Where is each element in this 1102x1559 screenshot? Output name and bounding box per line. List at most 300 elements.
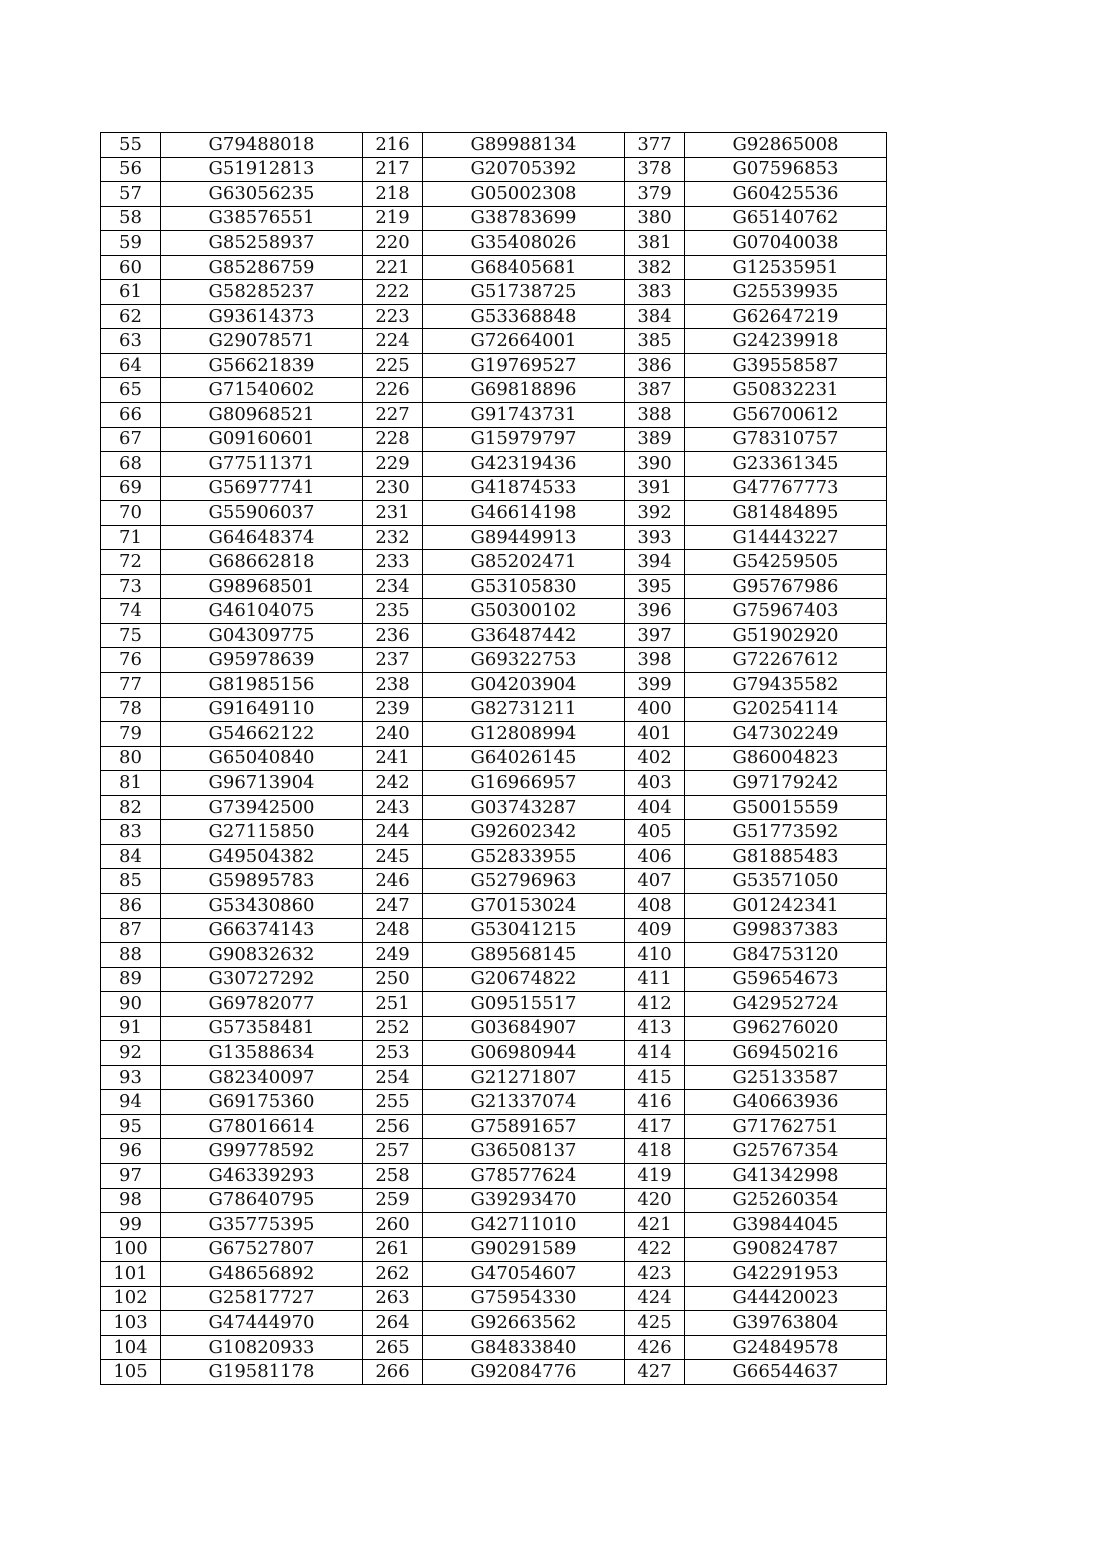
code-cell: G20674822 — [423, 967, 625, 992]
code-cell: G64026145 — [423, 746, 625, 771]
row-number-cell: 251 — [363, 992, 423, 1017]
row-number-cell: 105 — [101, 1360, 161, 1385]
row-number-cell: 219 — [363, 206, 423, 231]
code-cell: G41342998 — [685, 1163, 887, 1188]
row-number-cell: 400 — [625, 697, 685, 722]
table-row — [101, 1286, 887, 1311]
row-number-cell: 75 — [101, 623, 161, 648]
code-cell: G63056235 — [161, 182, 363, 207]
code-cell: G84833840 — [423, 1335, 625, 1360]
code-cell: G41874533 — [423, 476, 625, 501]
table-row — [101, 1065, 887, 1090]
code-cell: G81885483 — [685, 844, 887, 869]
code-cell: G58285237 — [161, 280, 363, 305]
row-number-cell: 410 — [625, 943, 685, 968]
row-number-cell: 61 — [101, 280, 161, 305]
row-number-cell: 425 — [625, 1311, 685, 1336]
code-cell: G49504382 — [161, 844, 363, 869]
code-cell: G86004823 — [685, 746, 887, 771]
row-number-cell: 88 — [101, 943, 161, 968]
code-cell: G06980944 — [423, 1041, 625, 1066]
code-cell: G53430860 — [161, 893, 363, 918]
code-cell: G77511371 — [161, 452, 363, 477]
row-number-cell: 87 — [101, 918, 161, 943]
row-number-cell: 240 — [363, 722, 423, 747]
row-number-cell: 82 — [101, 795, 161, 820]
row-number-cell: 263 — [363, 1286, 423, 1311]
code-cell: G04309775 — [161, 623, 363, 648]
code-cell: G79488018 — [161, 133, 363, 158]
code-cell: G42291953 — [685, 1262, 887, 1287]
row-number-cell: 70 — [101, 501, 161, 526]
code-cell: G70153024 — [423, 893, 625, 918]
row-number-cell: 99 — [101, 1213, 161, 1238]
table-row — [101, 918, 887, 943]
code-cell: G95978639 — [161, 648, 363, 673]
code-cell: G47054607 — [423, 1262, 625, 1287]
row-number-cell: 389 — [625, 427, 685, 452]
row-number-cell: 422 — [625, 1237, 685, 1262]
code-cell: G96713904 — [161, 771, 363, 796]
code-cell: G56700612 — [685, 403, 887, 428]
code-cell: G92602342 — [423, 820, 625, 845]
row-number-cell: 424 — [625, 1286, 685, 1311]
code-cell: G24849578 — [685, 1335, 887, 1360]
code-cell: G85202471 — [423, 550, 625, 575]
row-number-cell: 92 — [101, 1041, 161, 1066]
code-cell: G07596853 — [685, 157, 887, 182]
table-row — [101, 869, 887, 894]
code-cell: G90832632 — [161, 943, 363, 968]
table-row — [101, 1237, 887, 1262]
code-cell: G23361345 — [685, 452, 887, 477]
row-number-cell: 399 — [625, 673, 685, 698]
table-row — [101, 427, 887, 452]
code-cell: G25817727 — [161, 1286, 363, 1311]
code-cell: G53105830 — [423, 574, 625, 599]
code-cell: G69782077 — [161, 992, 363, 1017]
code-cell: G19581178 — [161, 1360, 363, 1385]
table-row — [101, 182, 887, 207]
row-number-cell: 237 — [363, 648, 423, 673]
table-row — [101, 329, 887, 354]
row-number-cell: 77 — [101, 673, 161, 698]
table-row — [101, 844, 887, 869]
row-number-cell: 423 — [625, 1262, 685, 1287]
row-number-cell: 247 — [363, 893, 423, 918]
row-number-cell: 256 — [363, 1114, 423, 1139]
code-cell: G47767773 — [685, 476, 887, 501]
row-number-cell: 222 — [363, 280, 423, 305]
row-number-cell: 57 — [101, 182, 161, 207]
code-cell: G78310757 — [685, 427, 887, 452]
row-number-cell: 79 — [101, 722, 161, 747]
code-cell: G09160601 — [161, 427, 363, 452]
code-cell: G71540602 — [161, 378, 363, 403]
row-number-cell: 396 — [625, 599, 685, 624]
code-cell: G46339293 — [161, 1163, 363, 1188]
row-number-cell: 60 — [101, 255, 161, 280]
row-number-cell: 406 — [625, 844, 685, 869]
code-cell: G99778592 — [161, 1139, 363, 1164]
table-row — [101, 157, 887, 182]
row-number-cell: 218 — [363, 182, 423, 207]
code-cell: G39763804 — [685, 1311, 887, 1336]
code-cell: G52833955 — [423, 844, 625, 869]
row-number-cell: 378 — [625, 157, 685, 182]
code-cell: G72664001 — [423, 329, 625, 354]
code-cell: G96276020 — [685, 1016, 887, 1041]
row-number-cell: 257 — [363, 1139, 423, 1164]
code-cell: G39558587 — [685, 353, 887, 378]
code-cell: G69818896 — [423, 378, 625, 403]
code-cell: G51912813 — [161, 157, 363, 182]
table-row — [101, 1213, 887, 1238]
row-number-cell: 255 — [363, 1090, 423, 1115]
code-cell: G65140762 — [685, 206, 887, 231]
row-number-cell: 262 — [363, 1262, 423, 1287]
row-number-cell: 384 — [625, 304, 685, 329]
row-number-cell: 226 — [363, 378, 423, 403]
row-number-cell: 242 — [363, 771, 423, 796]
table-row — [101, 1114, 887, 1139]
code-cell: G53368848 — [423, 304, 625, 329]
row-number-cell: 403 — [625, 771, 685, 796]
table-row — [101, 133, 887, 158]
code-cell: G78016614 — [161, 1114, 363, 1139]
table-row — [101, 967, 887, 992]
row-number-cell: 224 — [363, 329, 423, 354]
code-cell: G21271807 — [423, 1065, 625, 1090]
code-cell: G25539935 — [685, 280, 887, 305]
code-cell: G99837383 — [685, 918, 887, 943]
row-number-cell: 233 — [363, 550, 423, 575]
code-cell: G36508137 — [423, 1139, 625, 1164]
row-number-cell: 402 — [625, 746, 685, 771]
code-cell: G42319436 — [423, 452, 625, 477]
table-row — [101, 1262, 887, 1287]
row-number-cell: 264 — [363, 1311, 423, 1336]
row-number-cell: 71 — [101, 525, 161, 550]
code-cell: G69450216 — [685, 1041, 887, 1066]
row-number-cell: 94 — [101, 1090, 161, 1115]
row-number-cell: 409 — [625, 918, 685, 943]
code-cell: G59654673 — [685, 967, 887, 992]
row-number-cell: 103 — [101, 1311, 161, 1336]
row-number-cell: 227 — [363, 403, 423, 428]
table-row — [101, 452, 887, 477]
table-row — [101, 623, 887, 648]
code-cell: G55906037 — [161, 501, 363, 526]
row-number-cell: 408 — [625, 893, 685, 918]
row-number-cell: 91 — [101, 1016, 161, 1041]
code-cell: G78577624 — [423, 1163, 625, 1188]
row-number-cell: 245 — [363, 844, 423, 869]
row-number-cell: 67 — [101, 427, 161, 452]
table-row — [101, 304, 887, 329]
code-cell: G54259505 — [685, 550, 887, 575]
row-number-cell: 393 — [625, 525, 685, 550]
table-body — [101, 133, 887, 1385]
code-cell: G53571050 — [685, 869, 887, 894]
row-number-cell: 397 — [625, 623, 685, 648]
row-number-cell: 72 — [101, 550, 161, 575]
code-cell: G03684907 — [423, 1016, 625, 1041]
table-row — [101, 525, 887, 550]
row-number-cell: 97 — [101, 1163, 161, 1188]
code-cell: G47444970 — [161, 1311, 363, 1336]
row-number-cell: 58 — [101, 206, 161, 231]
code-cell: G89988134 — [423, 133, 625, 158]
code-cell: G52796963 — [423, 869, 625, 894]
row-number-cell: 420 — [625, 1188, 685, 1213]
table-row — [101, 673, 887, 698]
code-cell: G50015559 — [685, 795, 887, 820]
code-cell: G67527807 — [161, 1237, 363, 1262]
table-row — [101, 574, 887, 599]
row-number-cell: 68 — [101, 452, 161, 477]
row-number-cell: 80 — [101, 746, 161, 771]
code-cell: G19769527 — [423, 353, 625, 378]
row-number-cell: 85 — [101, 869, 161, 894]
row-number-cell: 390 — [625, 452, 685, 477]
code-cell: G51773592 — [685, 820, 887, 845]
code-cell: G91649110 — [161, 697, 363, 722]
table-row — [101, 1041, 887, 1066]
code-cell: G90291589 — [423, 1237, 625, 1262]
code-cell: G65040840 — [161, 746, 363, 771]
row-number-cell: 56 — [101, 157, 161, 182]
row-number-cell: 416 — [625, 1090, 685, 1115]
code-cell: G35775395 — [161, 1213, 363, 1238]
table-row — [101, 992, 887, 1017]
code-cell: G30727292 — [161, 967, 363, 992]
row-number-cell: 385 — [625, 329, 685, 354]
row-number-cell: 387 — [625, 378, 685, 403]
table-row — [101, 1335, 887, 1360]
row-number-cell: 265 — [363, 1335, 423, 1360]
table-row — [101, 820, 887, 845]
code-cell: G57358481 — [161, 1016, 363, 1041]
row-number-cell: 254 — [363, 1065, 423, 1090]
code-cell: G73942500 — [161, 795, 363, 820]
code-cell: G93614373 — [161, 304, 363, 329]
row-number-cell: 74 — [101, 599, 161, 624]
row-number-cell: 421 — [625, 1213, 685, 1238]
table-row — [101, 1360, 887, 1385]
row-number-cell: 394 — [625, 550, 685, 575]
code-cell: G13588634 — [161, 1041, 363, 1066]
row-number-cell: 81 — [101, 771, 161, 796]
code-cell: G75954330 — [423, 1286, 625, 1311]
row-number-cell: 216 — [363, 133, 423, 158]
code-cell: G50832231 — [685, 378, 887, 403]
code-cell: G24239918 — [685, 329, 887, 354]
row-number-cell: 415 — [625, 1065, 685, 1090]
row-number-cell: 379 — [625, 182, 685, 207]
row-number-cell: 89 — [101, 967, 161, 992]
table-row — [101, 722, 887, 747]
code-cell: G81484895 — [685, 501, 887, 526]
table-row — [101, 697, 887, 722]
code-cell: G25767354 — [685, 1139, 887, 1164]
code-cell: G98968501 — [161, 574, 363, 599]
row-number-cell: 220 — [363, 231, 423, 256]
row-number-cell: 236 — [363, 623, 423, 648]
row-number-cell: 258 — [363, 1163, 423, 1188]
row-number-cell: 259 — [363, 1188, 423, 1213]
row-number-cell: 235 — [363, 599, 423, 624]
code-cell: G51738725 — [423, 280, 625, 305]
code-cell: G07040038 — [685, 231, 887, 256]
code-cell: G85286759 — [161, 255, 363, 280]
code-cell: G46104075 — [161, 599, 363, 624]
code-cell: G16966957 — [423, 771, 625, 796]
row-number-cell: 427 — [625, 1360, 685, 1385]
code-cell: G92663562 — [423, 1311, 625, 1336]
code-cell: G03743287 — [423, 795, 625, 820]
code-cell: G89449913 — [423, 525, 625, 550]
code-cell: G56621839 — [161, 353, 363, 378]
row-number-cell: 104 — [101, 1335, 161, 1360]
row-number-cell: 377 — [625, 133, 685, 158]
table-row — [101, 771, 887, 796]
row-number-cell: 246 — [363, 869, 423, 894]
code-cell: G66374143 — [161, 918, 363, 943]
code-cell: G66544637 — [685, 1360, 887, 1385]
row-number-cell: 83 — [101, 820, 161, 845]
code-cell: G89568145 — [423, 943, 625, 968]
row-number-cell: 230 — [363, 476, 423, 501]
table-row — [101, 280, 887, 305]
row-number-cell: 380 — [625, 206, 685, 231]
code-cell: G01242341 — [685, 893, 887, 918]
code-cell: G42711010 — [423, 1213, 625, 1238]
row-number-cell: 86 — [101, 893, 161, 918]
row-number-cell: 244 — [363, 820, 423, 845]
row-number-cell: 401 — [625, 722, 685, 747]
code-cell: G80968521 — [161, 403, 363, 428]
row-number-cell: 404 — [625, 795, 685, 820]
row-number-cell: 398 — [625, 648, 685, 673]
code-cell: G35408026 — [423, 231, 625, 256]
code-cell: G21337074 — [423, 1090, 625, 1115]
code-cell: G20254114 — [685, 697, 887, 722]
code-cell: G53041215 — [423, 918, 625, 943]
code-cell: G14443227 — [685, 525, 887, 550]
code-cell: G20705392 — [423, 157, 625, 182]
code-cell: G82731211 — [423, 697, 625, 722]
table-row — [101, 943, 887, 968]
row-number-cell: 260 — [363, 1213, 423, 1238]
row-number-cell: 100 — [101, 1237, 161, 1262]
table-row — [101, 648, 887, 673]
row-number-cell: 238 — [363, 673, 423, 698]
row-number-cell: 73 — [101, 574, 161, 599]
row-number-cell: 221 — [363, 255, 423, 280]
code-cell: G78640795 — [161, 1188, 363, 1213]
code-cell: G68405681 — [423, 255, 625, 280]
code-cell: G25260354 — [685, 1188, 887, 1213]
code-cell: G05002308 — [423, 182, 625, 207]
row-number-cell: 405 — [625, 820, 685, 845]
row-number-cell: 418 — [625, 1139, 685, 1164]
code-cell: G62647219 — [685, 304, 887, 329]
row-number-cell: 63 — [101, 329, 161, 354]
row-number-cell: 93 — [101, 1065, 161, 1090]
row-number-cell: 253 — [363, 1041, 423, 1066]
row-number-cell: 65 — [101, 378, 161, 403]
table-row — [101, 893, 887, 918]
row-number-cell: 413 — [625, 1016, 685, 1041]
code-cell: G39293470 — [423, 1188, 625, 1213]
row-number-cell: 388 — [625, 403, 685, 428]
row-number-cell: 407 — [625, 869, 685, 894]
code-cell: G44420023 — [685, 1286, 887, 1311]
row-number-cell: 223 — [363, 304, 423, 329]
table-row — [101, 206, 887, 231]
row-number-cell: 411 — [625, 967, 685, 992]
code-cell: G71762751 — [685, 1114, 887, 1139]
row-number-cell: 101 — [101, 1262, 161, 1287]
row-number-cell: 392 — [625, 501, 685, 526]
row-number-cell: 55 — [101, 133, 161, 158]
table-row — [101, 1311, 887, 1336]
code-cell: G81985156 — [161, 673, 363, 698]
table-row — [101, 353, 887, 378]
table-row — [101, 255, 887, 280]
row-number-cell: 261 — [363, 1237, 423, 1262]
code-cell: G48656892 — [161, 1262, 363, 1287]
row-number-cell: 382 — [625, 255, 685, 280]
row-number-cell: 90 — [101, 992, 161, 1017]
row-number-cell: 419 — [625, 1163, 685, 1188]
code-cell: G75891657 — [423, 1114, 625, 1139]
row-number-cell: 412 — [625, 992, 685, 1017]
table-row — [101, 795, 887, 820]
code-cell: G92865008 — [685, 133, 887, 158]
row-number-cell: 417 — [625, 1114, 685, 1139]
table-row — [101, 746, 887, 771]
row-number-cell: 239 — [363, 697, 423, 722]
code-cell: G82340097 — [161, 1065, 363, 1090]
code-cell: G59895783 — [161, 869, 363, 894]
code-cell: G27115850 — [161, 820, 363, 845]
row-number-cell: 241 — [363, 746, 423, 771]
code-cell: G25133587 — [685, 1065, 887, 1090]
table-row — [101, 476, 887, 501]
row-number-cell: 391 — [625, 476, 685, 501]
row-number-cell: 243 — [363, 795, 423, 820]
code-cell: G10820933 — [161, 1335, 363, 1360]
code-cell: G29078571 — [161, 329, 363, 354]
row-number-cell: 78 — [101, 697, 161, 722]
code-cell: G54662122 — [161, 722, 363, 747]
code-cell: G38576551 — [161, 206, 363, 231]
code-cell: G51902920 — [685, 623, 887, 648]
row-number-cell: 98 — [101, 1188, 161, 1213]
code-cell: G38783699 — [423, 206, 625, 231]
code-cell: G50300102 — [423, 599, 625, 624]
code-cell: G69175360 — [161, 1090, 363, 1115]
code-cell: G60425536 — [685, 182, 887, 207]
row-number-cell: 252 — [363, 1016, 423, 1041]
code-cell: G72267612 — [685, 648, 887, 673]
table-row — [101, 501, 887, 526]
code-cell: G68662818 — [161, 550, 363, 575]
row-number-cell: 69 — [101, 476, 161, 501]
row-number-cell: 66 — [101, 403, 161, 428]
